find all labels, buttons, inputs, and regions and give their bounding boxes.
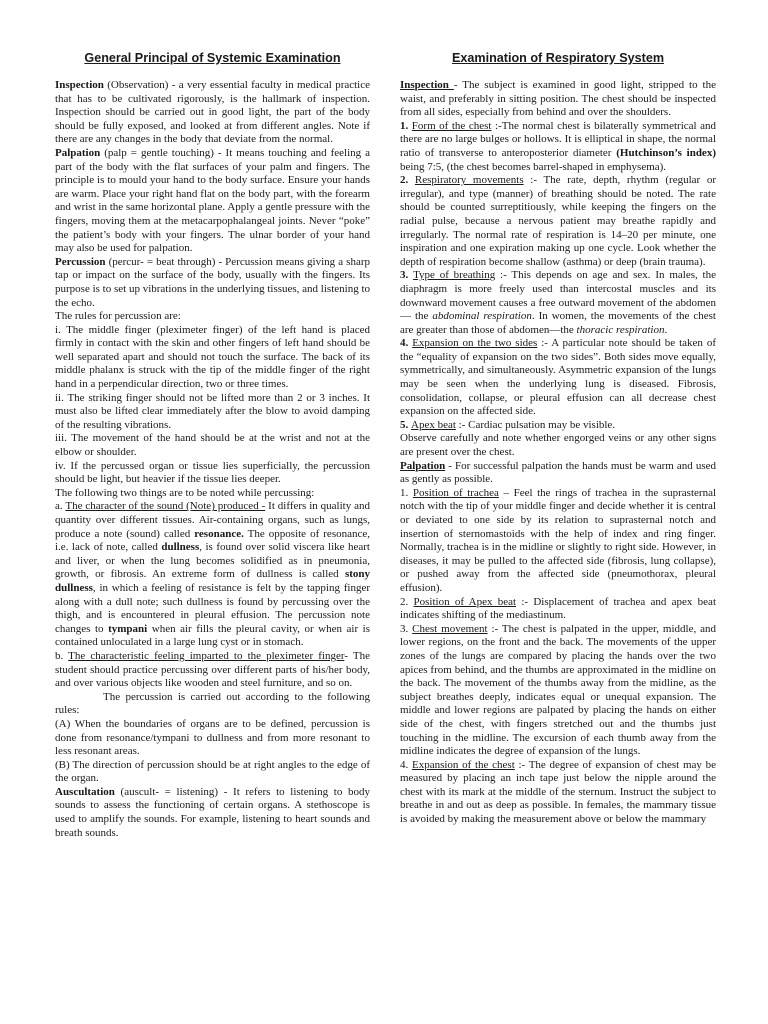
paragraph [55,324,370,392]
bold-term: 1. [400,119,412,132]
left-column-body [55,79,370,840]
paragraph [400,337,716,419]
text-run: – Feel the rings of trachea in the suprasternal notch with the tip of your middle finger and decide whether it is central or deviated to one side by its relation to suprasternal notch and insertion of sternomastoids with the help of index and ring finger. Normally, trachea is in the midline or slightly to right side. However, in diseases, it may be pulled to the affected side (fibrosis, lung collapse), or pushed away from the affected side (pneumothorax, pleural effusion). [400,486,717,594]
paragraph [55,759,370,786]
text-run: 1. [400,486,413,499]
text-run: (Observation) - a very essential faculty in medical practice that has to be cultivated rigorously, is the hallmark of inspection. Inspection should be carried out in good light, the part of the body should be fully exposed, and looked at from different angles. Note if there are any changes in the body that deviate from the normal. [55,79,370,146]
text-run: iv. If the percussed organ or tissue lies superficially, the percussion should be light, but heavier if the tissue lies deeper. [55,459,370,486]
bold-term: resonance. [194,527,244,540]
left-column-heading: General Principal of Systemic Examination [84,51,341,65]
paragraph [55,650,370,691]
paragraph [55,786,370,840]
underlined-subheading: Type of breathing [413,269,496,282]
right-column [400,50,716,840]
right-column-heading: Examination of Respiratory System [451,51,665,65]
text-run: :- Cardiac pulsation may be visible. [455,418,616,431]
text-run: :- Displacement of trachea and apex beat indicates shifting of the mediastinum. [400,595,716,622]
italic-term: thoracic respiration [576,323,665,336]
text-run: ii. The striking finger should not be lifted more than 2 or 3 inches. It must also be lifted clear immediately after the blow to avoid damping of the resulting vibrations. [55,391,370,431]
bold-term: Percussion [55,255,106,268]
underlined-subheading: Expansion of the chest [411,758,515,771]
paragraph [400,174,716,269]
italic-term: abdominal respiration [432,310,532,323]
bold-term: 2. [400,174,415,187]
text-run: (palp = gentle touching) - It means touching and feeling a part of the body with the flat surfaces of your palm and fingers. The principle is to mould your hand to the body surface. Ensure your hands are warm. Place your right hand flat on the body part, with the forearm and wrist in the same horizontal plane. Apply a gentle pressure with the fingers, moving them at the metacarpophalangeal joints. Never “poke” the patient’s body with your fingers. The ulnar border of your hand may also be used for palpation. [55,146,370,255]
paragraph [55,147,370,256]
bold-term: 3. [400,269,414,282]
text-run: - The subject is examined in good light, stripped to the waist, and preferably in sitting position. The chest should be inspected from all sides, especially from behind and over the shoulders. [400,79,716,119]
text-run: - The student should practice percussing over different parts of his/her body, and over various objects like wooden and steel furniture, and so on. [55,649,370,690]
text-run: when air fills the pleural cavity, or when air is contained unloculated in a large lung cyst or in stomach. [55,622,371,649]
paragraph [55,79,370,147]
underlined-subheading: The character of the sound (Note) produced - [65,500,266,513]
text-run: iii. The movement of the hand should be at the wrist and not at the elbow or shoulder. [55,432,370,459]
paragraph [400,596,716,623]
text-run: Observe carefully and note whether engorged veins or any other signs are present over the chest. [400,432,716,459]
underlined-subheading: Chest movement [412,622,488,635]
paragraph [55,310,370,324]
bold-term: Auscultation [55,785,115,798]
paragraph [400,487,716,596]
text-run: :- This depends on age and sex. In males, the diaphragm is more freely used than intercostal muscles and its downward movement causes a free outward movement of the abdomen— the [400,269,716,323]
bold-term: stony dullness [55,568,370,594]
text-run: (auscult- = listening) - It refers to listening to body sounds to assess the functioning of certain organs. A stethoscope is used to amplify the sounds. For example, listening to heart sounds and breath sounds. [55,785,370,839]
paragraph [400,79,716,120]
text-run: . [664,323,668,336]
text-run: a. [55,500,66,513]
paragraph [55,460,370,487]
two-column-layout [55,50,716,840]
text-run: , in which a feeling of resistance is felt by the tapping finger along with a dull note; such dullness is found by percussing over the thigh, and is encountered in pleural effusion. The percussion note changes to [55,581,370,635]
text-run: It differs in quality and quantity over different tissues. Air-containing organs, such as lungs, produce a note (sound) called [55,500,371,540]
paragraph [400,460,716,487]
text-run: :- The degree of expansion of chest may be measured by placing an inch tape just below the nipple around the chest with its mark at the middle of the sternum. Instruct the subject to breathe in and out as deep as possible. In females, the mammary tissue is avoided by making the measurement above or below the mammary [400,758,716,826]
bold-term: Palpation [55,146,101,159]
bold-term: (Hutchinson’s index) [616,146,716,159]
underlined-subheading: Position of Apex beat [413,595,517,608]
text-run: i. The middle finger (pleximeter finger) of the left hand is placed firmly in contact with the skin and other fingers of left hand should be well separated apart and should not touch the surface. The back of its middle phalanx is struck with the tip of the middle finger of the right hand in a perpendicular direction, two or three times. [55,323,370,391]
text-run: being 7:5, (the chest becomes barrel-shaped in emphysema). [400,160,667,173]
underlined-subheading: Form of the chest [411,119,492,132]
text-run: :- The rate, depth, rhythm (regular or irregular), and type (manner) of breathing should be noted. The rate should be counted surreptitiously, while keeping the fingers on the radial pulse, because a nervous patient may breathe rapidly and irregularly. The normal rate of respiration is 14–20 per minute, one inspiration and one expiration making up one cycle. Look whether the depth of respiration become shallow (asthma) or deep (brain trauma). [400,174,716,268]
text-run: :-The normal chest is bilaterally symmetrical and there are no large bulges or hollows. It is elliptical in shape, the normal ratio of transverse to anteroposterior diameter [400,119,717,159]
text-run: (percur- = beat through) - Percussion means giving a sharp tap or impact on the surface of the body, usually with the fingers. Its purpose is to set up vibrations in the underlying tissues, and listening to the echo. [55,255,370,309]
bold-term: dullness [161,541,200,554]
paragraph [400,120,716,174]
underlined-subheading: Position of trachea [412,486,499,499]
paragraph [400,432,716,459]
text-run: 4. [400,758,412,771]
bold-term: tympani [108,622,148,635]
text-run: 3. [400,622,413,635]
paragraph [400,419,716,433]
text-run: The following two things are to be noted while percussing: [55,486,315,499]
paragraph [55,432,370,459]
text-run: , is found over solid viscera like heart and liver, or when the lung becomes solidified as in pneumonia, growth, or fibrosis. An extreme form of dullness is called [55,541,370,581]
paragraph [55,256,370,310]
text-run: :- The chest is palpated in the upper, middle, and lower regions, on the front and the back. The movements of the upper zones of the lungs are compared by placing the hands over the two apices from behind, and the thumbs are approximated in the midline on the back. The movement of the thumbs away from the midline, as the subject breathes deeply, indicates equal or unequal expansion. The middle and lower regions are palpated by placing the hands on either side of the chest, with fingers stretched out and the thumbs just touching in the midline. The excursion of each thumb away from the midline indicates the degree of expansion of the lungs. [400,622,717,758]
text-run: - For successful palpation the hands must be warm and used as gently as possible. [400,459,716,486]
text-run: 2. [400,595,414,608]
text-run: The opposite of resonance, i.e. lack of note, called [55,527,370,554]
bold-term: Inspection [400,79,454,91]
bold-term: 5. [400,418,411,431]
underlined-subheading: Respiratory movements [414,174,524,187]
text-run: The rules for percussion are: [55,310,181,323]
paragraph [55,392,370,433]
text-run: . In women, the movements of the chest are greater than those of abdomen—the [400,310,716,336]
paragraph [400,269,716,337]
underlined-subheading: Apex beat [411,418,456,431]
underlined-subheading: The characteristic feeling imparted to the pleximeter finger [68,649,345,662]
paragraph [55,691,370,718]
bold-term: Inspection [55,79,104,91]
text-run: b. [55,649,69,662]
paragraph [55,718,370,759]
text-run: :- A particular note should be taken of the “equality of expansion on the two sides”. Both sides move equally, symmetrically, and simultaneously. Asymmetric expansion of the lungs may be seen when the underlying lung is diseased. Fibrosis, consolidation, collapse, or pleural effusion can all decrease chest expansion on the affected side. [400,337,716,418]
paragraph [55,487,370,501]
paragraph [400,759,716,827]
bold-term: Palpation [400,459,446,472]
text-run: (A) When the boundaries of organs are to be defined, percussion is done from resonance/tympani to dullness and from more resonant to less resonant areas. [55,717,370,758]
bold-term: 4. [400,337,413,350]
text-run: (B) The direction of percussion should be at right angles to the edge of the organ. [55,758,370,785]
left-column [55,50,370,840]
text-run: The percussion is carried out according to the following rules: [55,690,370,717]
paragraph [400,623,716,759]
underlined-subheading: Expansion on the two sides [412,337,538,350]
paragraph [55,500,370,650]
right-column-body [400,79,716,827]
